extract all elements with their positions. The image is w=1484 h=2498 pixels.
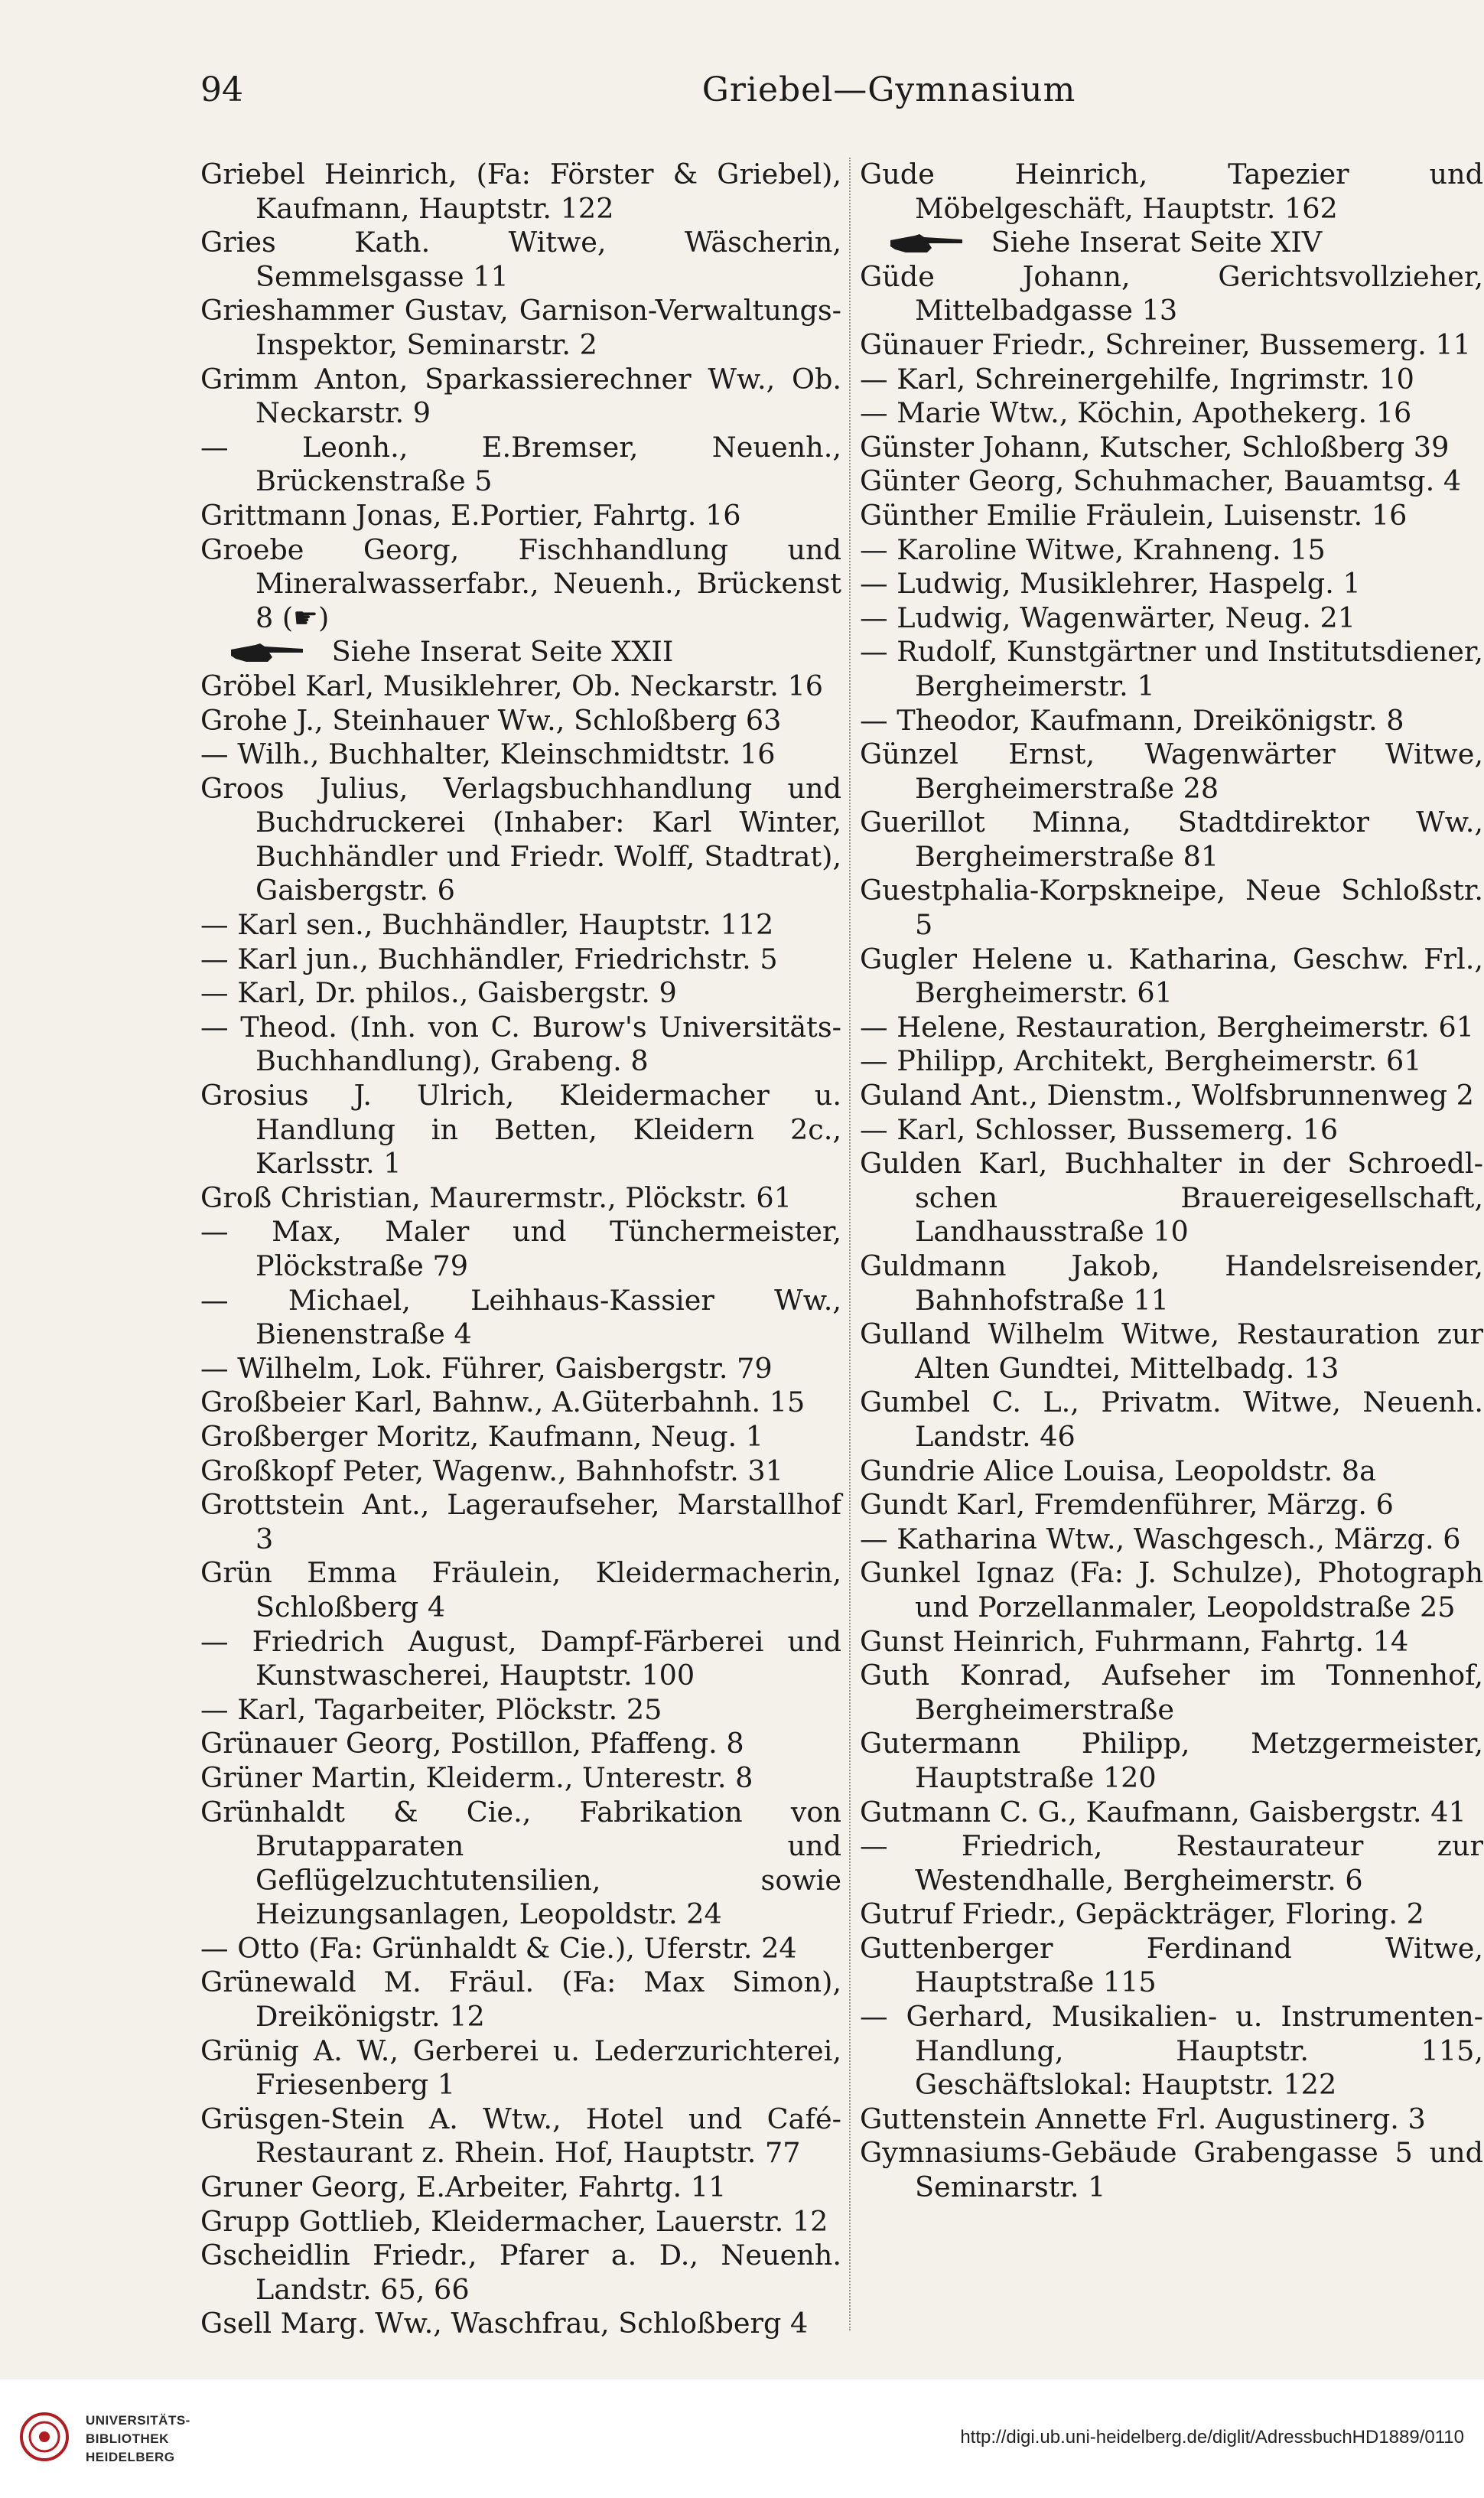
library-logo-icon <box>14 2406 75 2467</box>
entry-text: Guldmann Jakob, Handelsreisender, Bahnhofstraße 11 <box>860 1249 1483 1317</box>
entry-text: Gulland Wilhelm Witwe, Restauration zur Alten Gundtei, Mittelbadg. 13 <box>860 1317 1483 1385</box>
directory-entry <box>860 1556 1483 1624</box>
pointing-hand-icon <box>229 642 306 663</box>
directory-entry <box>200 772 841 908</box>
entry-text: Grittmann Jonas, E.Portier, Fahrtg. 16 <box>200 498 741 532</box>
entry-text: Günter Georg, Schuhmacher, Bauamtsg. 4 <box>860 464 1462 498</box>
directory-entry <box>860 464 1483 499</box>
entry-text: Gutermann Philipp, Metzgermeister, Hauptstraße 120 <box>860 1727 1483 1794</box>
entry-text: Griebel Heinrich, (Fa: Förster & Griebel), Kaufmann, Hauptstr. 122 <box>200 158 841 225</box>
entry-text: Gundrie Alice Louisa, Leopoldstr. 8a <box>860 1454 1376 1487</box>
entry-text: — Gerhard, Musikalien- u. Instrumenten-Handlung, Hauptstr. 115, Geschäftslokal: Hauptstr. 122 <box>860 2000 1483 2102</box>
directory-entry <box>860 635 1483 703</box>
directory-entry <box>200 2171 841 2205</box>
directory-entry <box>860 806 1483 874</box>
entry-text: — Helene, Restauration, Bergheimerstr. 61 <box>860 1010 1474 1044</box>
directory-entry <box>200 738 841 772</box>
directory-entry <box>200 2205 841 2239</box>
directory-entry <box>200 976 841 1011</box>
directory-entry <box>200 1352 841 1386</box>
directory-entry <box>860 1044 1483 1079</box>
entry-text: — Karl, Tagarbeiter, Plöckstr. 25 <box>200 1692 662 1726</box>
entry-text: — Karl, Schlosser, Bussemerg. 16 <box>860 1112 1339 1146</box>
directory-entry <box>200 533 841 636</box>
directory-entry <box>860 2136 1483 2204</box>
entry-text: Grün Emma Fräulein, Kleidermacherin, Schloßberg 4 <box>200 1556 841 1624</box>
directory-entry <box>200 1420 841 1454</box>
entry-text: Gunkel Ignaz (Fa: J. Schulze), Photograph und Porzellanmaler, Leopoldstraße 25 <box>860 1556 1483 1624</box>
entry-text: — Friedrich August, Dampf-Färberei und Kunstwascherei, Hauptstr. 100 <box>200 1624 841 1692</box>
entry-text: — Karl, Schreinergehilfe, Ingrimstr. 10 <box>860 362 1414 396</box>
entry-text: Gude Heinrich, Tapezier und Möbelgeschäft, Hauptstr. 162 <box>860 158 1483 225</box>
directory-entry <box>860 260 1483 328</box>
directory-entry <box>200 2239 841 2307</box>
entry-text: Gutruf Friedr., Gepäckträger, Floring. 2 <box>860 1897 1424 1931</box>
directory-entry <box>200 1966 841 2034</box>
directory-entry <box>200 431 841 499</box>
entry-text: Gries Kath. Witwe, Wäscherin, Semmelsgasse 11 <box>200 226 841 293</box>
entry-text: Gulden Karl, Buchhalter in der Schroedl-schen Brauereigesellschaft, Landhausstraße 10 <box>860 1147 1483 1249</box>
directory-entry <box>200 1386 841 1420</box>
entry-text: Gumbel C. L., Privatm. Witwe, Neuenh. Landstr. 46 <box>860 1386 1483 1453</box>
directory-entry <box>860 2000 1483 2102</box>
entry-text: Groebe Georg, Fischhandlung und Mineralwasserfabr., Neuenh., Brückenst 8 (☛) <box>200 532 841 634</box>
entry-text: — Michael, Leihhaus-Kassier Ww., Bienenstraße 4 <box>200 1283 841 1351</box>
directory-entry <box>200 1932 841 1966</box>
library-name-line: BIBLIOTHEK <box>86 2431 169 2446</box>
directory-entry <box>860 1523 1483 1557</box>
library-name-line: UNIVERSITÄTS- <box>86 2413 190 2428</box>
entry-text: Gsell Marg. Ww., Waschfrau, Schloßberg 4 <box>200 2307 809 2340</box>
entry-text: — Rudolf, Kunstgärtner und Institutsdiener, Bergheimerstr. 1 <box>860 635 1483 702</box>
entry-text: Guerillot Minna, Stadtdirektor Ww., Bergheimerstraße 81 <box>860 806 1483 873</box>
entry-text: — Philipp, Architekt, Bergheimerstr. 61 <box>860 1044 1422 1078</box>
directory-entry <box>860 1317 1483 1386</box>
entry-text: Grimm Anton, Sparkassierechner Ww., Ob. Neckarstr. 9 <box>200 362 841 430</box>
entry-text: Gutmann C. G., Kaufmann, Gaisbergstr. 41 <box>860 1795 1466 1829</box>
directory-entry <box>860 1386 1483 1454</box>
directory-entry <box>200 1181 841 1216</box>
entry-text: Grünig A. W., Gerberei u. Lederzurichterei, Friesenberg 1 <box>200 2034 841 2102</box>
directory-entry <box>860 1829 1483 1897</box>
directory-entry <box>200 943 841 977</box>
entry-text: Guttenstein Annette Frl. Augustinerg. 3 <box>860 2102 1426 2135</box>
library-name <box>86 2412 190 2467</box>
entry-text: — Wilhelm, Lok. Führer, Gaisbergstr. 79 <box>200 1351 773 1385</box>
entry-text: — Karl jun., Buchhändler, Friedrichstr. 5 <box>200 942 778 975</box>
viewer-footer <box>0 2379 1484 2498</box>
directory-entry <box>200 1284 841 1352</box>
entry-text: — Theodor, Kaufmann, Dreikönigstr. 8 <box>860 703 1404 737</box>
entry-text: Grottstein Ant., Lageraufseher, Marstallhof 3 <box>200 1488 841 1555</box>
entry-text: Grohe J., Steinhauer Ww., Schloßberg 63 <box>200 703 782 737</box>
right-column <box>860 158 1483 2205</box>
entry-text: Gröbel Karl, Musiklehrer, Ob. Neckarstr. 16 <box>200 669 824 702</box>
entry-text: — Friedrich, Restaurateur zur Westendhalle, Bergheimerstr. 6 <box>860 1829 1483 1897</box>
directory-entry <box>200 1011 841 1079</box>
entry-text: Güde Johann, Gerichtsvollzieher, Mittelbadgasse 13 <box>860 259 1483 327</box>
directory-entry <box>200 226 841 294</box>
entry-text: Grupp Gottlieb, Kleidermacher, Lauerstr. 12 <box>200 2204 828 2238</box>
entry-text: Günauer Friedr., Schreiner, Bussemerg. 11 <box>860 327 1471 361</box>
left-column <box>200 158 841 2341</box>
library-name-line: HEIDELBERG <box>86 2450 175 2464</box>
source-url-link[interactable]: http://digi.ub.uni-heidelberg.de/diglit/AdressbuchHD1889/0110 <box>960 2427 1464 2448</box>
directory-entry <box>860 1796 1483 1830</box>
directory-entry <box>200 1079 841 1181</box>
entry-text: — Katharina Wtw., Waschgesch., Märzg. 6 <box>860 1522 1461 1555</box>
directory-entry <box>200 294 841 362</box>
directory-entry <box>860 1625 1483 1659</box>
directory-entry <box>860 1932 1483 2000</box>
entry-text: — Leonh., E.Bremser, Neuenh., Brückenstraße 5 <box>200 430 841 498</box>
directory-entry <box>200 1761 841 1796</box>
entry-text: Großberger Moritz, Kaufmann, Neug. 1 <box>200 1419 764 1453</box>
entry-text: Grünewald M. Fräul. (Fa: Max Simon), Dreikönigstr. 12 <box>200 1966 841 2034</box>
directory-entry <box>200 1727 841 1761</box>
directory-entry <box>860 2102 1483 2137</box>
entry-text: Gunst Heinrich, Fuhrmann, Fahrtg. 14 <box>860 1624 1409 1658</box>
entry-text: — Otto (Fa: Grünhaldt & Cie.), Uferstr. 24 <box>200 1931 797 1965</box>
see-advertisement-reference <box>860 226 1483 260</box>
directory-entry <box>200 1488 841 1556</box>
entry-text: Grüsgen-Stein A. Wtw., Hotel und Café-Restaurant z. Rhein. Hof, Hauptstr. 77 <box>200 2102 841 2170</box>
reference-text: Siehe Inserat Seite XXII <box>331 635 674 669</box>
entry-text: — Wilh., Buchhalter, Kleinschmidtstr. 16 <box>200 738 776 771</box>
page-number: 94 <box>200 70 243 109</box>
page-header <box>200 67 1484 113</box>
entry-text: Grüner Martin, Kleiderm., Unterestr. 8 <box>200 1760 753 1794</box>
entry-text: Gruner Georg, E.Arbeiter, Fahrtg. 11 <box>200 2171 727 2204</box>
directory-entry <box>860 1659 1483 1727</box>
directory-entry <box>860 943 1483 1011</box>
entry-text: — Ludwig, Wagenwärter, Neug. 21 <box>860 601 1356 634</box>
directory-entry <box>200 1693 841 1728</box>
directory-entry <box>200 499 841 533</box>
directory-entry <box>860 1727 1483 1795</box>
directory-entry <box>860 431 1483 465</box>
directory-entry <box>860 1454 1483 1489</box>
directory-entry <box>200 908 841 943</box>
entry-text: Günzel Ernst, Wagenwärter Witwe, Bergheimerstraße 28 <box>860 738 1483 805</box>
entry-text: Gundt Karl, Fremdenführer, Märzg. 6 <box>860 1488 1394 1522</box>
entry-text: Gscheidlin Friedr., Pfarer a. D., Neuenh. Landstr. 65, 66 <box>200 2239 841 2306</box>
directory-entry <box>860 567 1483 601</box>
directory-entry <box>860 1249 1483 1317</box>
directory-entry <box>860 704 1483 738</box>
directory-entry <box>860 1147 1483 1249</box>
entry-text: — Max, Maler und Tünchermeister, Plöckstraße 79 <box>200 1215 841 1282</box>
entry-text: Grieshammer Gustav, Garnison-Verwaltungs-Inspektor, Seminarstr. 2 <box>200 294 841 361</box>
entry-text: Günther Emilie Fräulein, Luisenstr. 16 <box>860 498 1408 532</box>
entry-text: Guland Ant., Dienstm., Wolfsbrunnenweg 2 <box>860 1079 1474 1112</box>
directory-entry <box>200 704 841 738</box>
directory-entry <box>200 2034 841 2102</box>
reference-text: Siehe Inserat Seite XIV <box>991 226 1323 259</box>
directory-entry <box>860 363 1483 397</box>
directory-entry <box>200 1625 841 1693</box>
entry-text: — Karoline Witwe, Krahneng. 15 <box>860 532 1326 566</box>
directory-entry <box>860 1488 1483 1523</box>
directory-entry <box>860 158 1483 226</box>
directory-entry <box>860 396 1483 431</box>
directory-entry <box>200 1215 841 1283</box>
directory-entry <box>860 601 1483 636</box>
entry-text: Guttenberger Ferdinand Witwe, Hauptstraße 115 <box>860 1931 1483 1999</box>
directory-entry <box>200 1454 841 1489</box>
see-advertisement-reference <box>200 635 841 669</box>
directory-entry <box>200 2102 841 2171</box>
entry-text: Groß Christian, Maurermstr., Plöckstr. 61 <box>200 1181 792 1214</box>
entry-text: Guth Konrad, Aufseher im Tonnenhof, Bergheimerstraße <box>860 1659 1483 1726</box>
directory-entry <box>200 669 841 704</box>
directory-entry <box>860 874 1483 942</box>
directory-entry <box>200 158 841 226</box>
directory-entry <box>860 328 1483 363</box>
entry-text: Großkopf Peter, Wagenw., Bahnhofstr. 31 <box>200 1454 783 1487</box>
directory-entry <box>200 363 841 431</box>
entry-text: Groos Julius, Verlagsbuchhandlung und Buchdruckerei (Inhaber: Karl Winter, Buchhändler und Friedr. Wolff, Stadtrat), Gaisbergstr. 6 <box>200 771 841 907</box>
pointing-hand-icon <box>889 233 965 254</box>
entry-text: Gugler Helene u. Katharina, Geschw. Frl., Bergheimerstr. 61 <box>860 942 1483 1010</box>
directory-entry <box>860 499 1483 533</box>
entry-text: — Karl sen., Buchhändler, Hauptstr. 112 <box>200 908 774 942</box>
entry-text: Großbeier Karl, Bahnw., A.Güterbahnh. 15 <box>200 1386 805 1419</box>
directory-entry <box>860 738 1483 806</box>
column-divider <box>849 158 851 2330</box>
directory-entry <box>200 1796 841 1932</box>
entry-text: — Ludwig, Musiklehrer, Haspelg. 1 <box>860 567 1361 601</box>
entry-text: — Marie Wtw., Köchin, Apothekerg. 16 <box>860 396 1412 430</box>
directory-entry <box>860 1011 1483 1045</box>
entry-text: — Karl, Dr. philos., Gaisbergstr. 9 <box>200 976 677 1010</box>
entry-text: Grünauer Georg, Postillon, Pfaffeng. 8 <box>200 1727 744 1760</box>
directory-entry <box>860 1079 1483 1113</box>
entry-text: Grosius J. Ulrich, Kleidermacher u. Handlung in Betten, Kleidern 2c., Karlsstr. 1 <box>200 1079 841 1181</box>
entry-text: — Theod. (Inh. von C. Burow's Universitäts-Buchhandlung), Grabeng. 8 <box>200 1010 841 1078</box>
directory-entry <box>860 533 1483 568</box>
running-head: Griebel—Gymnasium <box>701 70 1076 109</box>
entry-text: Guestphalia-Korpskneipe, Neue Schloßstr. 5 <box>860 874 1483 942</box>
entry-text: Gymnasiums-Gebäude Grabengasse 5 und Seminarstr. 1 <box>860 2136 1483 2204</box>
directory-entry <box>860 1897 1483 1932</box>
directory-entry <box>200 2307 841 2341</box>
entry-text: Grünhaldt & Cie., Fabrikation von Brutapparaten und Geflügelzuchtutensilien, sowie Heizungsanlagen, Leopoldstr. 24 <box>200 1795 841 1931</box>
directory-entry <box>200 1556 841 1624</box>
directory-entry <box>860 1113 1483 1148</box>
entry-text: Günster Johann, Kutscher, Schloßberg 39 <box>860 430 1450 464</box>
